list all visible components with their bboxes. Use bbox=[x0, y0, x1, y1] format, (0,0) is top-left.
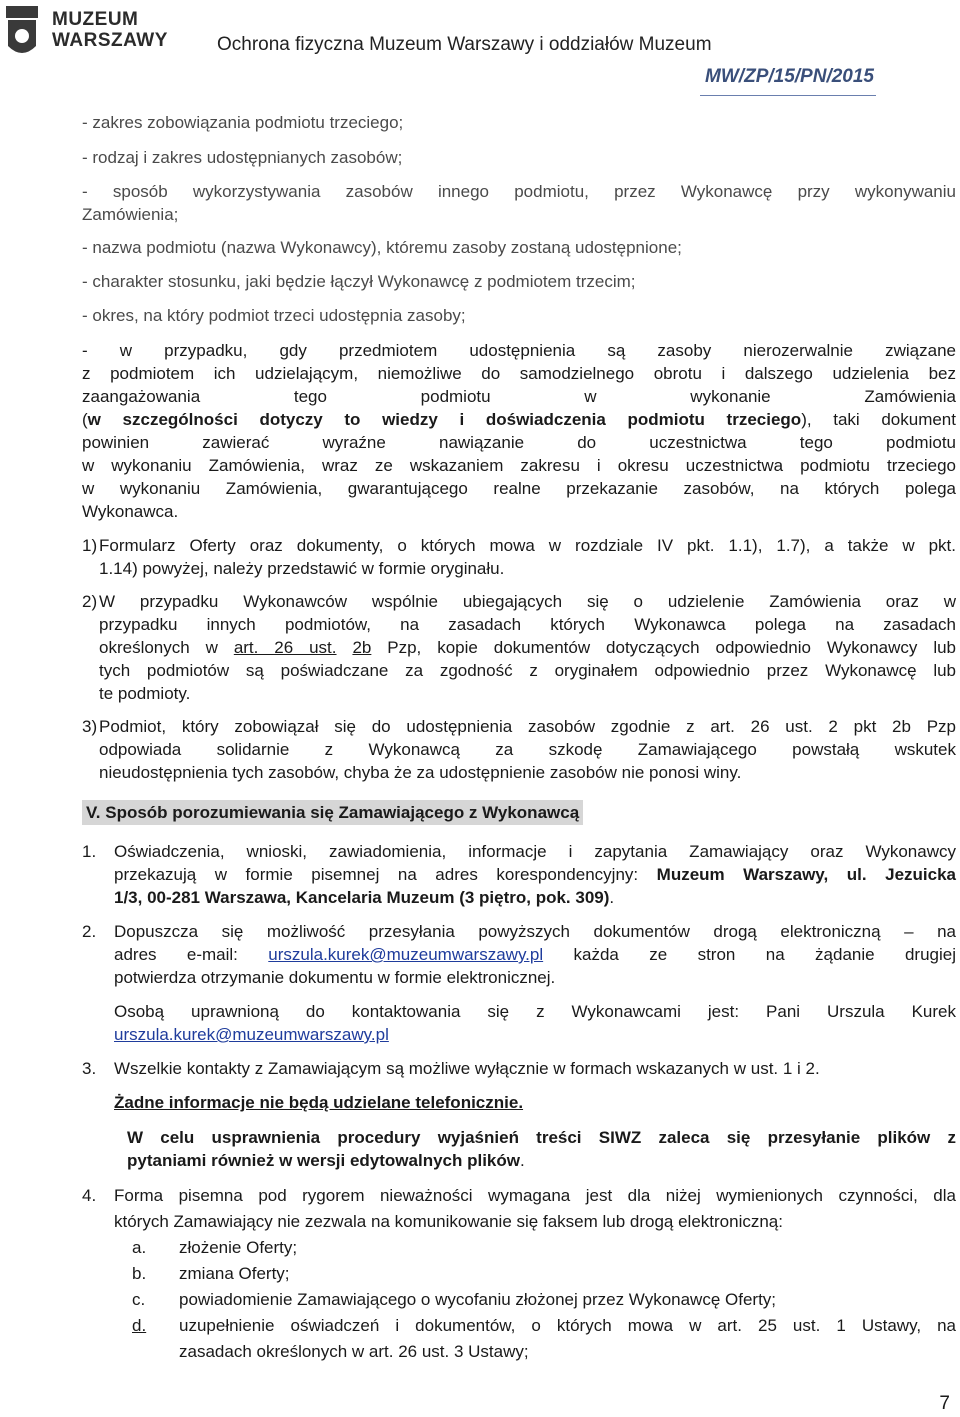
list-number: 2. bbox=[82, 922, 97, 941]
sub-letter: c. bbox=[132, 1290, 146, 1309]
logo-line-2: WARSZAWY bbox=[52, 30, 168, 51]
paragraph-line: z podmiotem ich udzielającym, niemożliwe do samodzielnego obrotu i dalszego udzielenia bez bbox=[82, 364, 956, 383]
notice-text: Żadne informacje nie będą udzielane telefonicznie. bbox=[114, 1093, 524, 1112]
list-number: 1. bbox=[82, 842, 97, 861]
paragraph-line: Formularz Oferty oraz dokumenty, o których mowa w rozdziale IV pkt. 1.1), 1.7), a także w pkt. bbox=[99, 536, 956, 555]
list-number: 3. bbox=[82, 1059, 97, 1078]
paragraph-line: tych podmiotów są poświadczane za zgodność z oryginałem odpowiednio przez Wykonawcę lub bbox=[99, 661, 956, 680]
paragraph-line: przypadku innych podmiotów, na zasadach których Wykonawca polega na zasadach bbox=[99, 615, 956, 634]
paragraph-line: Wykonawca. bbox=[82, 502, 179, 521]
paragraph-line: Osobą uprawnioną do kontaktowania się z Wykonawcami jest: Pani Urszula Kurek bbox=[114, 1002, 956, 1021]
paragraph-line: odpowiada solidarnie z Wykonawcą za szkodę Zamawiającego powstałą wskutek bbox=[99, 740, 956, 759]
underlined-text: 2b bbox=[352, 638, 372, 657]
paragraph-line: 1/3, 00-281 Warszawa, Kancelaria Muzeum (3 piętro, pok. 309). bbox=[114, 888, 615, 907]
paragraph-line: (w szczególności dotyczy to wiedzy i doświadczenia podmiotu trzeciego), taki dokument bbox=[82, 410, 956, 429]
sub-item: złożenie Oferty; bbox=[179, 1238, 298, 1257]
sub-item: zasadach określonych w art. 26 ust. 3 Ustawy; bbox=[179, 1342, 529, 1361]
paragraph-line: 1.14) powyżej, należy przedstawić w formie oryginału. bbox=[99, 559, 505, 578]
paragraph-line: te podmioty. bbox=[99, 684, 191, 703]
list-item: Zamówienia; bbox=[82, 205, 179, 224]
sub-letter: a. bbox=[132, 1238, 147, 1257]
sub-item: uzupełnienie oświadczeń i dokumentów, o których mowa w art. 25 ust. 1 Ustawy, na bbox=[179, 1316, 956, 1335]
museum-logo bbox=[6, 6, 176, 62]
paragraph-line: adres e-mail: urszula.kurek@muzeumwarszawy.pl każda ze stron na żądanie drugiej bbox=[114, 945, 956, 964]
paragraph-line: przekazują w formie pisemnej na adres korespondencyjny: Muzeum Warszawy, ul. Jezuicka bbox=[114, 865, 956, 884]
paragraph-line: Wszelkie kontakty z Zamawiającym są możliwe wyłącznie w formach wskazanych w ust. 1 i 2. bbox=[114, 1059, 820, 1078]
bold-text: Muzeum Warszawy, ul. Jezuicka bbox=[656, 865, 956, 884]
paragraph-line: - w przypadku, gdy przedmiotem udostępnienia są zasoby nierozerwalnie związane bbox=[82, 341, 956, 360]
paragraph-line: Oświadczenia, wnioski, zawiadomienia, informacje i zapytania Zamawiający oraz Wykonawcy bbox=[114, 842, 956, 861]
sub-item: zmiana Oferty; bbox=[179, 1264, 290, 1283]
paragraph-line bbox=[114, 1023, 956, 1046]
logo-text bbox=[52, 9, 168, 51]
paragraph-line: określonych w art. 26 ust. 2b Pzp, kopie dokumentów dotyczących odpowiednio Wykonawcy lub bbox=[99, 638, 957, 657]
bold-text: 1/3, 00-281 Warszawa, Kancelaria Muzeum (3 piętro, pok. 309) bbox=[114, 888, 610, 907]
list-item: - charakter stosunku, jaki będzie łączył Wykonawcę z podmiotem trzecim; bbox=[82, 272, 636, 291]
sub-item: powiadomienie Zamawiającego o wycofaniu złożonej przez Wykonawcę Oferty; bbox=[179, 1290, 777, 1309]
list-item: - sposób wykorzystywania zasobów innego podmiotu, przez Wykonawcę przy wykonywaniu bbox=[82, 182, 956, 201]
paragraph-line: potwierdza otrzymanie dokumentu w formie elektronicznej. bbox=[114, 968, 556, 987]
header-title: Ochrona fizyczna Muzeum Warszawy i oddziałów Muzeum bbox=[217, 34, 712, 55]
bold-text: w szczególności dotyczy to wiedzy i doświadczenia podmiotu trzeciego bbox=[87, 410, 802, 429]
list-item: - rodzaj i zakres udostępnianych zasobów; bbox=[82, 148, 403, 167]
paragraph-line: powinien zawierać wyraźne nawiązanie do uczestnictwa tego podmiotu bbox=[82, 433, 956, 452]
list-number: 2) bbox=[82, 592, 98, 611]
header-rule bbox=[700, 95, 876, 96]
sub-letter: d. bbox=[132, 1316, 147, 1335]
list-item: - zakres zobowiązania podmiotu trzeciego; bbox=[82, 113, 404, 132]
contact-email-link[interactable]: urszula.kurek@muzeumwarszawy.pl bbox=[114, 1025, 389, 1044]
paragraph-line: W przypadku Wykonawców wspólnie ubiegających się o udzielenie Zamówienia oraz w bbox=[99, 592, 956, 611]
notice-text: pytaniami również w wersji edytowalnych plików. bbox=[127, 1151, 525, 1170]
notice-text: W celu usprawnienia procedury wyjaśnień treści SIWZ zaleca się przesyłanie plików z bbox=[127, 1128, 956, 1147]
section-heading: V. Sposób porozumiewania się Zamawiającego z Wykonawcą bbox=[82, 800, 583, 825]
list-number: 3) bbox=[82, 717, 98, 736]
paragraph-line: Dopuszcza się możliwość przesyłania powyższych dokumentów drogą elektroniczną – na bbox=[114, 922, 956, 941]
list-number: 4. bbox=[82, 1186, 97, 1205]
email-link[interactable]: urszula.kurek@muzeumwarszawy.pl bbox=[268, 945, 544, 964]
sub-letter: b. bbox=[132, 1264, 147, 1283]
list-item: - okres, na który podmiot trzeci udostępnia zasoby; bbox=[82, 306, 466, 325]
paragraph-line: Podmiot, który zobowiązał się do udostępnienia zasobów zgodnie z art. 26 ust. 2 pkt 2b Pzp bbox=[99, 717, 956, 736]
paragraph-line: zaangażowania tego podmiotu w wykonanie Zamówienia bbox=[82, 387, 956, 406]
logo-line-1: MUZEUM bbox=[52, 9, 139, 30]
header-reference: MW/ZP/15/PN/2015 bbox=[705, 66, 874, 87]
list-item: - nazwa podmiotu (nazwa Wykonawcy), któremu zasoby zostaną udostępnione; bbox=[82, 238, 682, 257]
paragraph-line: nieudostępnienia tych zasobów, chyba że za udostępnienie zasobów nie ponosi winy. bbox=[99, 763, 742, 782]
page-number: 7 bbox=[939, 1393, 950, 1414]
list-number: 1) bbox=[82, 536, 98, 555]
paragraph-line: w wykonaniu Zamówienia, gwarantującego realne przekazanie zasobów, na których polega bbox=[82, 479, 956, 498]
museum-logo-icon bbox=[6, 6, 46, 62]
underlined-text: art. 26 ust. bbox=[233, 638, 337, 657]
paragraph-line: Forma pisemna pod rygorem nieważności wymagana jest dla niżej wymienionych czynności, dla bbox=[114, 1186, 956, 1205]
paragraph-line: których Zamawiający nie zezwala na komunikowanie się faksem lub drogą elektroniczną: bbox=[114, 1212, 783, 1231]
paragraph-line: w wykonaniu Zamówienia, wraz ze wskazaniem zakresu i okresu uczestnictwa podmiotu trzeciego bbox=[82, 456, 956, 475]
